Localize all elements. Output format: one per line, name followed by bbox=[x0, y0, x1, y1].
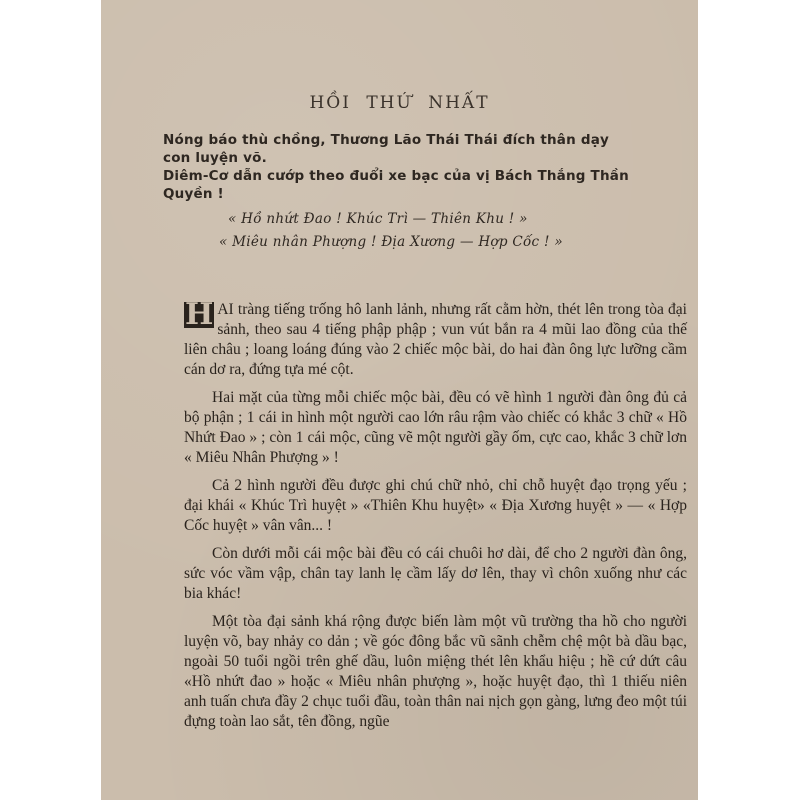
chapter-title: HỒI THỨ NHẤT bbox=[309, 93, 490, 113]
paragraph-4: Còn dưới mỗi cái mộc bài đều có cái chuôi hơ dài, để cho 2 người đàn ông, sức vóc vầm vập, chân tay lanh lẹ cầm lấy dơ lên, thay vì chôn xuống như các bia khác! bbox=[184, 545, 687, 602]
paragraph-2: Hai mặt của từng mỗi chiếc mộc bài, đều có vẽ hình 1 người đàn ông đủ cả bộ phận ; 1 cái in hình một người cao lớn râu rậm vào chiếc có khắc 3 chữ « Hồ Nhứt Đao » ; còn 1 cái mộc, cũng vẽ một người gầy ốm, cực cao, khắc 3 chữ lơn « Miêu Nhân Phượng » ! bbox=[184, 389, 687, 466]
summary-text: Diêm-Cơ dẫn cướp theo đuổi xe bạc của vị Bách Thắng Thần Quyền ! bbox=[163, 168, 629, 202]
verse-line-1: « Hồ nhứt Đao ! Khúc Trì — Thiên Khu ! » bbox=[228, 211, 528, 227]
paragraph-1 bbox=[184, 297, 687, 380]
chapter-body bbox=[184, 297, 687, 740]
paragraph-3: Cả 2 hình người đều được ghi chú chữ nhỏ, chỉ chỗ huyệt đạo trọng yếu ; đại khái « Khúc Trì huyệt » «Thiên Khu huyệt» « Địa Xương huyệt » — « Hợp Cốc huyệt » vân vân... ! bbox=[184, 477, 687, 534]
chapter-summary-line-2 bbox=[141, 167, 641, 203]
summary-text: Nóng báo thù chồng, Thương Lão Thái Thái đích thân dạy con luyện võ. bbox=[163, 132, 610, 166]
dropcap-letter: H bbox=[185, 297, 214, 332]
verse-line-2: « Miêu nhân Phượng ! Địa Xương — Hợp Cốc ! » bbox=[219, 234, 563, 250]
book-page bbox=[101, 0, 698, 800]
paragraph-5: Một tòa đại sảnh khá rộng được biến làm một vũ trường tha hồ cho người luyện võ, bay nhảy co dản ; về góc đông bắc vũ sãnh chễm chệ một bà dầu bạc, ngoài 50 tuổi ngồi trên ghế dầu, luôn miệng thét lên khẩu hiệu ; hề cứ dứt câu «Hồ nhứt đao » hoặc « Miêu nhân phượng », hoặc huyệt đạo, thì 1 thiếu niên anh tuấn chưa đầy 2 chục tuổi đầu, toàn thân nai nịch gọn gàng, lưng đeo một túi đựng toàn lao sắt, tên đồng, ngũe bbox=[184, 613, 687, 730]
paragraph-text: AI tràng tiếng trống hô lanh lảnh, nhưng rất cằm hờn, thét lên trong tòa đại sảnh, theo sau 4 tiếng phập phập ; vun vút bắn ra 4 mũi lao đồng của thế liên châu ; loang loáng đúng vào 2 chiếc mộc bài, do hai đàn ông lực lưỡng cầm cán dơ ra, đứng tựa mé cột. bbox=[184, 301, 687, 378]
chapter-summary-line-1 bbox=[141, 131, 641, 167]
